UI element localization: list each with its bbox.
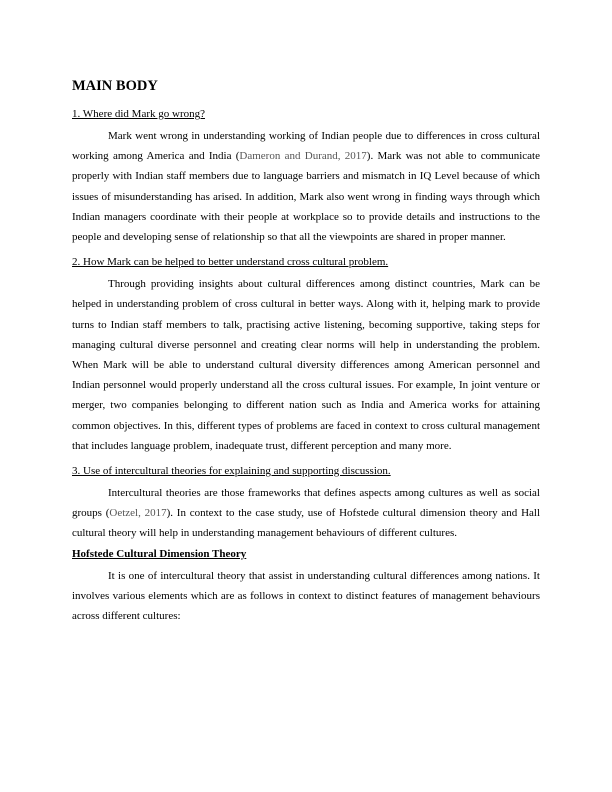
section-3-text-pre: Intercultural theories are those frameworks that defines aspects among cultures as well as social groups ( — [72, 487, 540, 520]
page-title: MAIN BODY — [72, 78, 158, 94]
document-body — [72, 76, 540, 626]
section-3-paragraph — [72, 483, 540, 544]
section-1-text-post: ). Mark was not able to communicate properly with Indian staff members due to language barriers and mismatch in IQ Level because of which issues of misunderstanding has arised. In addition, Mark also went wrong in finding ways through which Indian managers coordinate with their people at workplace so to provide details and instructions to the people and developing sense of relationship so that all the viewpoints are shared in proper manner. — [72, 150, 540, 244]
section-3-text-post: ). In context to the case study, use of Hofstede cultural dimension theory and Hall cultural theory will help in understanding management behaviours of different cultures. — [72, 507, 541, 540]
section-2-paragraph: Through providing insights about cultural differences among distinct countries, Mark can be helped in understanding problem of cross cultural in better ways. Along with it, helping mark to provide turns to Indian staff members to talk, practising active listening, becoming supportive, taking steps for managing cultural diverse personnel and creating clear norms will help in understanding the problem. When Mark will be able to understand cultural diversity differences among American personnel and Indian personnel would properly understand all the cross cultural issues. For example, In joint venture or merger, two companies belonging to different nation such as India and America works for attaining common objectives. In this, different types of problems are faced in context to cross cultural management that includes language problem, inadequate trust, different perception and many more. — [72, 278, 540, 452]
section-1-paragraph — [72, 126, 540, 247]
hofstede-paragraph: It is one of intercultural theory that assist in understanding cultural differences among nations. It involves various elements which are as follows in context to distinct features of management behaviours across different cultures: — [72, 569, 540, 623]
section-2-heading: 2. How Mark can be helped to better understand cross cultural problem. — [72, 256, 389, 269]
section-1-heading: 1. Where did Mark go wrong? — [72, 108, 205, 120]
section-3-heading: 3. Use of intercultural theories for explaining and supporting discussion. — [72, 465, 391, 478]
hofstede-heading: Hofstede Cultural Dimension Theory — [72, 547, 247, 560]
section-1-text-pre: Mark went wrong in understanding working of Indian people due to differences in cross cultural working among America and India ( — [72, 130, 540, 163]
section-3-citation: Oetzel, 2017 — [109, 507, 167, 520]
section-1-citation: Dameron and Durand, 2017 — [239, 150, 367, 163]
